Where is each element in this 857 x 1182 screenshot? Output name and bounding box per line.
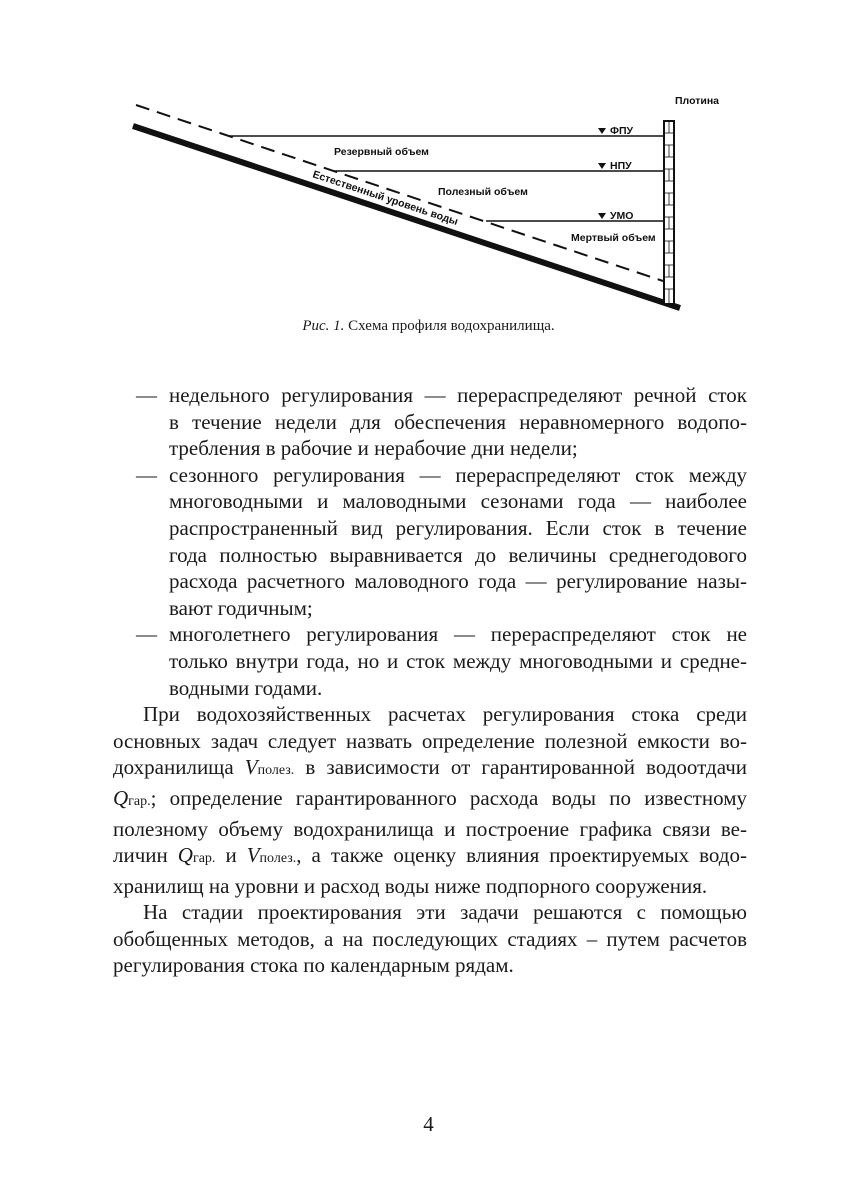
npu-label: НПУ — [610, 160, 632, 172]
list-dash: — — [136, 622, 157, 647]
figure-caption-text: Схема профиля водохранилища. — [344, 318, 555, 334]
text-line: многолетнего регулирования — перераспределяют сток не — [169, 622, 747, 647]
page-number: 4 — [423, 1112, 434, 1136]
text-line: хранилищ на уровни и расход воды ниже подпорного сооружения. — [113, 873, 708, 898]
text-line: вают годичным; — [169, 595, 313, 620]
list-item-weekly — [113, 382, 747, 462]
text-line: основных задач следует назвать определение полезной емкости во- — [113, 728, 747, 753]
umo-label: УМО — [610, 210, 634, 222]
text-line: многоводными и маловодными сезонами года — наиболее — [169, 489, 747, 514]
list-dash: — — [136, 462, 157, 487]
reservoir-profile-diagram — [128, 88, 728, 316]
figure-caption — [0, 318, 857, 335]
list-dash: — — [136, 383, 157, 407]
text-line: расхода расчетного маловодного года — регулирование назы- — [169, 569, 747, 594]
paragraph-calculations — [113, 701, 747, 899]
text-line: распространенный вид регулирования. Если сток в течение — [169, 515, 747, 540]
dam-structure — [664, 121, 674, 304]
dead-volume-label: Мертвый объем — [571, 232, 656, 244]
fpu-marker-icon — [598, 128, 606, 134]
text-line: личин Qгар. и Vполез., а также оценку влияния проектируемых водо- — [113, 843, 747, 868]
figure-caption-prefix: Рис. 1. — [302, 318, 345, 334]
reserve-volume-label: Резервный объем — [334, 146, 429, 158]
fpu-label: ФПУ — [610, 125, 634, 137]
text-line: требления в рабочие и нерабочие дни недели; — [169, 436, 578, 461]
text-line: дохранилища Vполез. в зависимости от гарантированной водоотдачи — [113, 755, 747, 780]
list-item-multiyear — [113, 621, 747, 701]
text-line: недельного регулирования — перераспределяют речной сток — [169, 383, 747, 407]
text-line: водными годами. — [169, 675, 323, 700]
text-line: обобщенных методов, а на последующих стадиях – путем расчетов — [113, 926, 747, 951]
list-item-seasonal — [113, 462, 747, 622]
text-line: года полностью выравнивается до величины среднегодового — [169, 542, 747, 567]
natural-level-label: Естественный уровень воды — [311, 168, 460, 228]
paragraph-design-stages — [113, 899, 747, 979]
umo-marker-icon — [598, 213, 606, 219]
text-line: регулирования стока по календарным рядам. — [113, 953, 514, 978]
reservoir-profile-figure — [128, 88, 728, 316]
useful-volume-label: Полезный объем — [438, 186, 528, 198]
body-text — [113, 382, 747, 979]
text-line: только внутри года, но и сток между многоводными и средне- — [169, 648, 747, 673]
npu-marker-icon — [598, 163, 606, 169]
text-line: полезному объему водохранилища и построение графика связи ве- — [113, 816, 747, 841]
text-line: в течение недели для обеспечения неравномерного водопо- — [169, 409, 747, 434]
text-line: сезонного регулирования — перераспределяют сток между — [169, 462, 747, 487]
text-line: На стадии проектирования эти задачи решаются с помощью — [143, 900, 747, 925]
dam-label: Плотина — [675, 95, 720, 107]
text-line: При водохозяйственных расчетах регулирования стока среди — [143, 702, 747, 727]
natural-level-dashed-line — [136, 105, 663, 281]
text-line: Qгар.; определение гарантированного расхода воды по известному — [113, 785, 747, 810]
